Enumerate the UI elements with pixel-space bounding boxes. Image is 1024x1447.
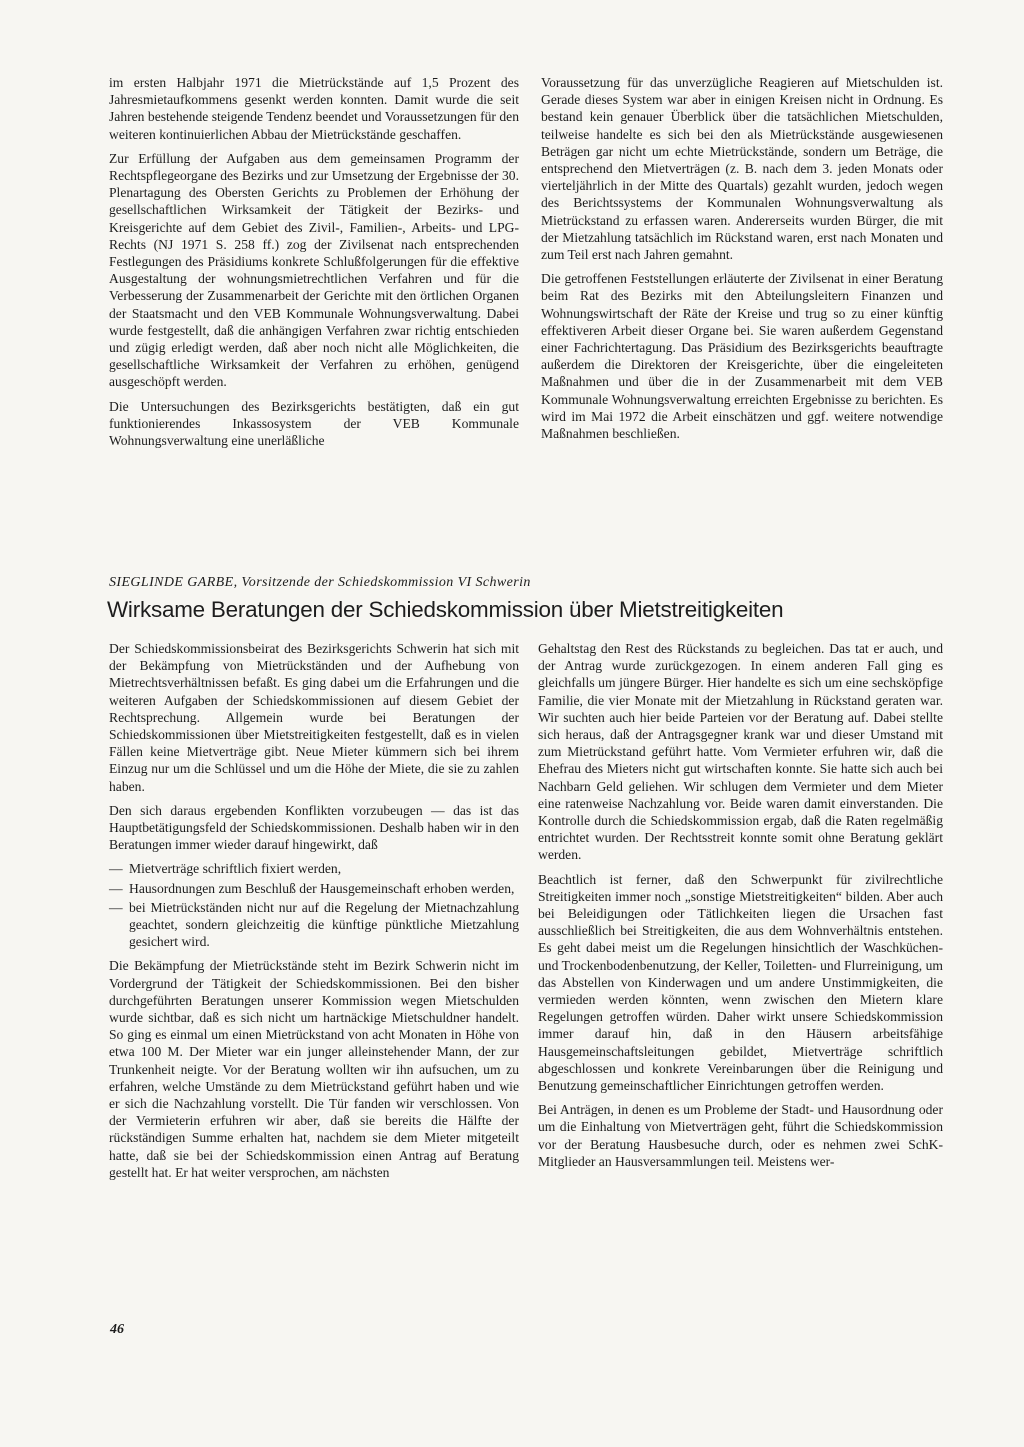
list-item-text: Mietverträge schriftlich fixiert werden, <box>129 861 342 877</box>
paragraph: Bei Anträgen, in denen es um Probleme der Stadt- und Hausordnung oder um die Einhaltung von Mietverträgen geht, führt die Schiedskommission vor der Beratung Hausbesuche durch, oder es nehmen zwei SchK-Mitglieder an Hausversammlungen teil. Meistens wer- <box>538 1102 943 1169</box>
dash-list <box>109 860 519 950</box>
dash-bullet: — <box>109 880 123 896</box>
paragraph: Voraussetzung für das unverzügliche Reagieren auf Mietschulden ist. Gerade dieses System war aber in einigen Kreisen nicht in Ordnung. Es bestand kein genauer Überblick über die tatsächlichen Mietschulden, teilweise handelte es sich bei den als Mietrückstände ausgewiesenen Beträgen gar nicht um echte Mietrückstände, sondern um Beträge, die entsprechend den Mietverträgen (z. B. nach dem 3. jeden Monats oder vierteljährlich in der Mitte des Quartals) gezahlt wurden, jedoch wegen des Berichtssystems der Kommunalen Wohnungsverwaltung als Mietrückstand zu erfassen waren. Andererseits wurden Bürger, die mit der Mietzahlung tatsächlich im Rückstand waren, erst nach Monaten und zum Teil erst nach Jahren gemahnt. <box>541 75 943 263</box>
list-item <box>109 880 519 897</box>
dash-bullet: — <box>109 861 123 877</box>
paragraph: Beachtlich ist ferner, daß den Schwerpunkt für zivilrechtliche Streitigkeiten immer noch „sonstige Mietstreitigkeiten“ bilden. Aber auch bei Beleidigungen oder Tätlichkeiten liegen die Ursachen fast ausschließlich bei Streitigkeiten, die aus dem Wohnverhältnis entstehen. Es geht dabei meist um die Regelungen hinsichtlich der Waschküchen- und Trockenbodenbenutzung, der Keller, Toiletten- und Flurreinigung, um das Abstellen von Kinderwagen und um andere Unstimmigkeiten, die vermieden werden könnten, wenn zwischen den Mietern klare Regelungen getroffen würden. Daher wirkt unsere Schiedskommission immer darauf hin, daß in den Häusern arbeitsfähige Hausgemeinschaftsleitungen gebildet, Mietverträge schriftlich abgeschlossen und konkrete Vereinbarungen über die Reinigung und Benutzung gemeinschaftlicher Einrichtungen getroffen werden. <box>538 871 943 1094</box>
article1-left-column <box>109 74 519 456</box>
paragraph: im ersten Halbjahr 1971 die Mietrückstände auf 1,5 Prozent des Jahresmietaufkommens gesenkt werden konnten. Damit wurde die seit Jahren bestehende steigende Tendenz beendet und Voraussetzungen für den weiteren kontinuierlichen Abbau der Mietrückstände geschaffen. <box>109 75 519 142</box>
article-headline: Wirksame Beratungen der Schiedskommission über Mietstreitigkeiten <box>107 597 784 622</box>
author-byline: SIEGLINDE GARBE, Vorsitzende der Schiedskommission VI Schwerin <box>109 575 531 590</box>
paragraph: Den sich daraus ergebenden Konflikten vorzubeugen — das ist das Hauptbetätigungsfeld der Schiedskommissionen. Deshalb haben wir in den Beratungen immer wieder darauf hingewirkt, daß <box>109 802 519 853</box>
list-item <box>109 860 519 877</box>
paragraph: Die Bekämpfung der Mietrückstände steht im Bezirk Schwerin nicht im Vordergrund der Tätigkeit der Schiedskommissionen. Bei den bisher durchgeführten Beratungen unserer Kommission wegen Mietschulden wurde sichtbar, daß es sich nicht um hartnäckige Mietschuldner handelt. So ging es einmal um einen Mietrückstand von acht Monaten in Höhe von etwa 100 M. Der Mieter war ein junger alleinstehender Mann, der zur Trunkenheit neigte. Vor der Beratung wollten wir ihn aufsuchen, um zu erfahren, welche Umstände zu dem Mietrückstand geführt haben und wie er sich die Nachzahlung vorstellt. Die Tür fanden wir verschlossen. Von der Vermieterin erfuhren wir aber, daß sie bereits die Hälfte der rückständigen Summe erhalten hat, nachdem sie dem Mieter mitgeteilt hatte, daß sie bei der Schiedskommission einen Antrag auf Beratung gestellt hat. Er hat weiter versprochen, am nächsten <box>109 958 519 1180</box>
paragraph: Die getroffenen Feststellungen erläuterte der Zivilsenat in einer Beratung beim Rat des Bezirks mit den Abteilungsleitern Finanzen und Wohnungswirtschaft der Räte der Kreise und trug so zu einer künftig effektiveren Arbeit dieser Organe bei. Sie waren außerdem Gegenstand einer Fachrichtertagung. Das Präsidium des Bezirksgerichts beauftragte außerdem die Direktoren der Kreisgerichte, über die eingeleiteten Maßnahmen und über die in der Zusammenarbeit mit dem VEB Kommunale Wohnungsverwaltung erreichten Ergebnisse zu berichten. Es wird im Mai 1972 die Arbeit einschätzen und ggf. weitere notwendige Maßnahmen beschließen. <box>541 271 943 442</box>
paragraph: Zur Erfüllung der Aufgaben aus dem gemeinsamen Programm der Rechtspflegeorgane des Bezirks und zur Umsetzung der Ergebnisse der 30. Plenartagung des Obersten Gerichts zu Problemen der Erhöhung der gesellschaftlichen Wirksamkeit der Tätigkeit der Bezirks- und Kreisgerichte auf dem Gebiet des Zivil-, Familien-, Arbeits- und LPG-Rechts (NJ 1971 S. 258 ff.) zog der Zivilsenat nach entsprechenden Festlegungen des Präsidiums konkrete Schlußfolgerungen für die effektive Ausgestaltung der wohnungsmietrechtlichen Verfahren und für die Verbesserung der Zusammenarbeit der Gerichte mit den örtlichen Organen der Staatsmacht und den VEB Kommunale Wohnungsverwaltung. Dabei wurde festgestellt, daß die anhängigen Verfahren zwar richtig entschieden und zügig erledigt werden, daß aber noch nicht alle Möglichkeiten, die gesellschaftliche Wirksamkeit der Verfahren zu erhöhen, genügend ausgeschöpft werden. <box>109 150 519 390</box>
list-item <box>109 899 519 951</box>
article2-right-column <box>538 640 943 1177</box>
article2-left-column <box>109 640 519 1188</box>
dash-bullet: — <box>109 899 123 915</box>
article1-right-column <box>541 74 943 449</box>
page-number: 46 <box>110 1322 124 1337</box>
list-item-text: Hausordnungen zum Beschluß der Hausgemeinschaft erhoben werden, <box>129 880 515 896</box>
list-item-text: bei Mietrückständen nicht nur auf die Regelung der Mietnachzahlung geachtet, sondern gleichzeitig die künftige pünktliche Mietzahlung gesichert wird. <box>129 899 519 950</box>
paragraph: Die Untersuchungen des Bezirksgerichts bestätigten, daß ein gut funktionierendes Inkassosystem der VEB Kommunale Wohnungsverwaltung eine unerläßliche <box>109 398 519 449</box>
paragraph: Der Schiedskommissionsbeirat des Bezirksgerichts Schwerin hat sich mit der Bekämpfung von Mietrückständen und der Aufhebung von Mietrechtsverhältnissen befaßt. Es ging dabei um die Erfahrungen und die weiteren Aufgaben der Schiedskommissionen auf diesem Gebiet der Rechtsprechung. Allgemein wurde bei Beratungen der Schiedskommissionen über Mietstreitigkeiten festgestellt, daß es in vielen Fällen keine Mietverträge gibt. Neue Mieter kümmern sich bei ihrem Einzug nur um die Schlüssel und um die Höhe der Miete, die sie zu zahlen haben. <box>109 641 519 794</box>
paragraph: Gehaltstag den Rest des Rückstands zu begleichen. Das tat er auch, und der Antrag wurde zurückgezogen. In einem anderen Fall ging es gleichfalls um jüngere Bürger. Hier handelte es sich um eine sechsköpfige Familie, die vier Monate mit der Mietzahlung in Rückstand geraten war. Wir suchten auch hier beide Parteien vor der Beratung auf. Dabei stellte sich heraus, daß der Antragsgegner krank war und dieser Umstand mit zum Mietrückstand geführt hatte. Vom Vermieter erfuhren wir, daß die Ehefrau des Mieters nicht gut wirtschaften konnte. Sie hatte sich auch bei Nachbarn Geld geliehen. Wir schlugen dem Vermieter und dem Mieter eine ratenweise Nachzahlung vor. Beide waren damit einverstanden. Die Kontrolle durch die Schiedskommission ergab, daß die Raten regelmäßig entrichtet wurden. Der Rechtsstreit konnte somit ohne Beratung geklärt werden. <box>538 641 943 863</box>
